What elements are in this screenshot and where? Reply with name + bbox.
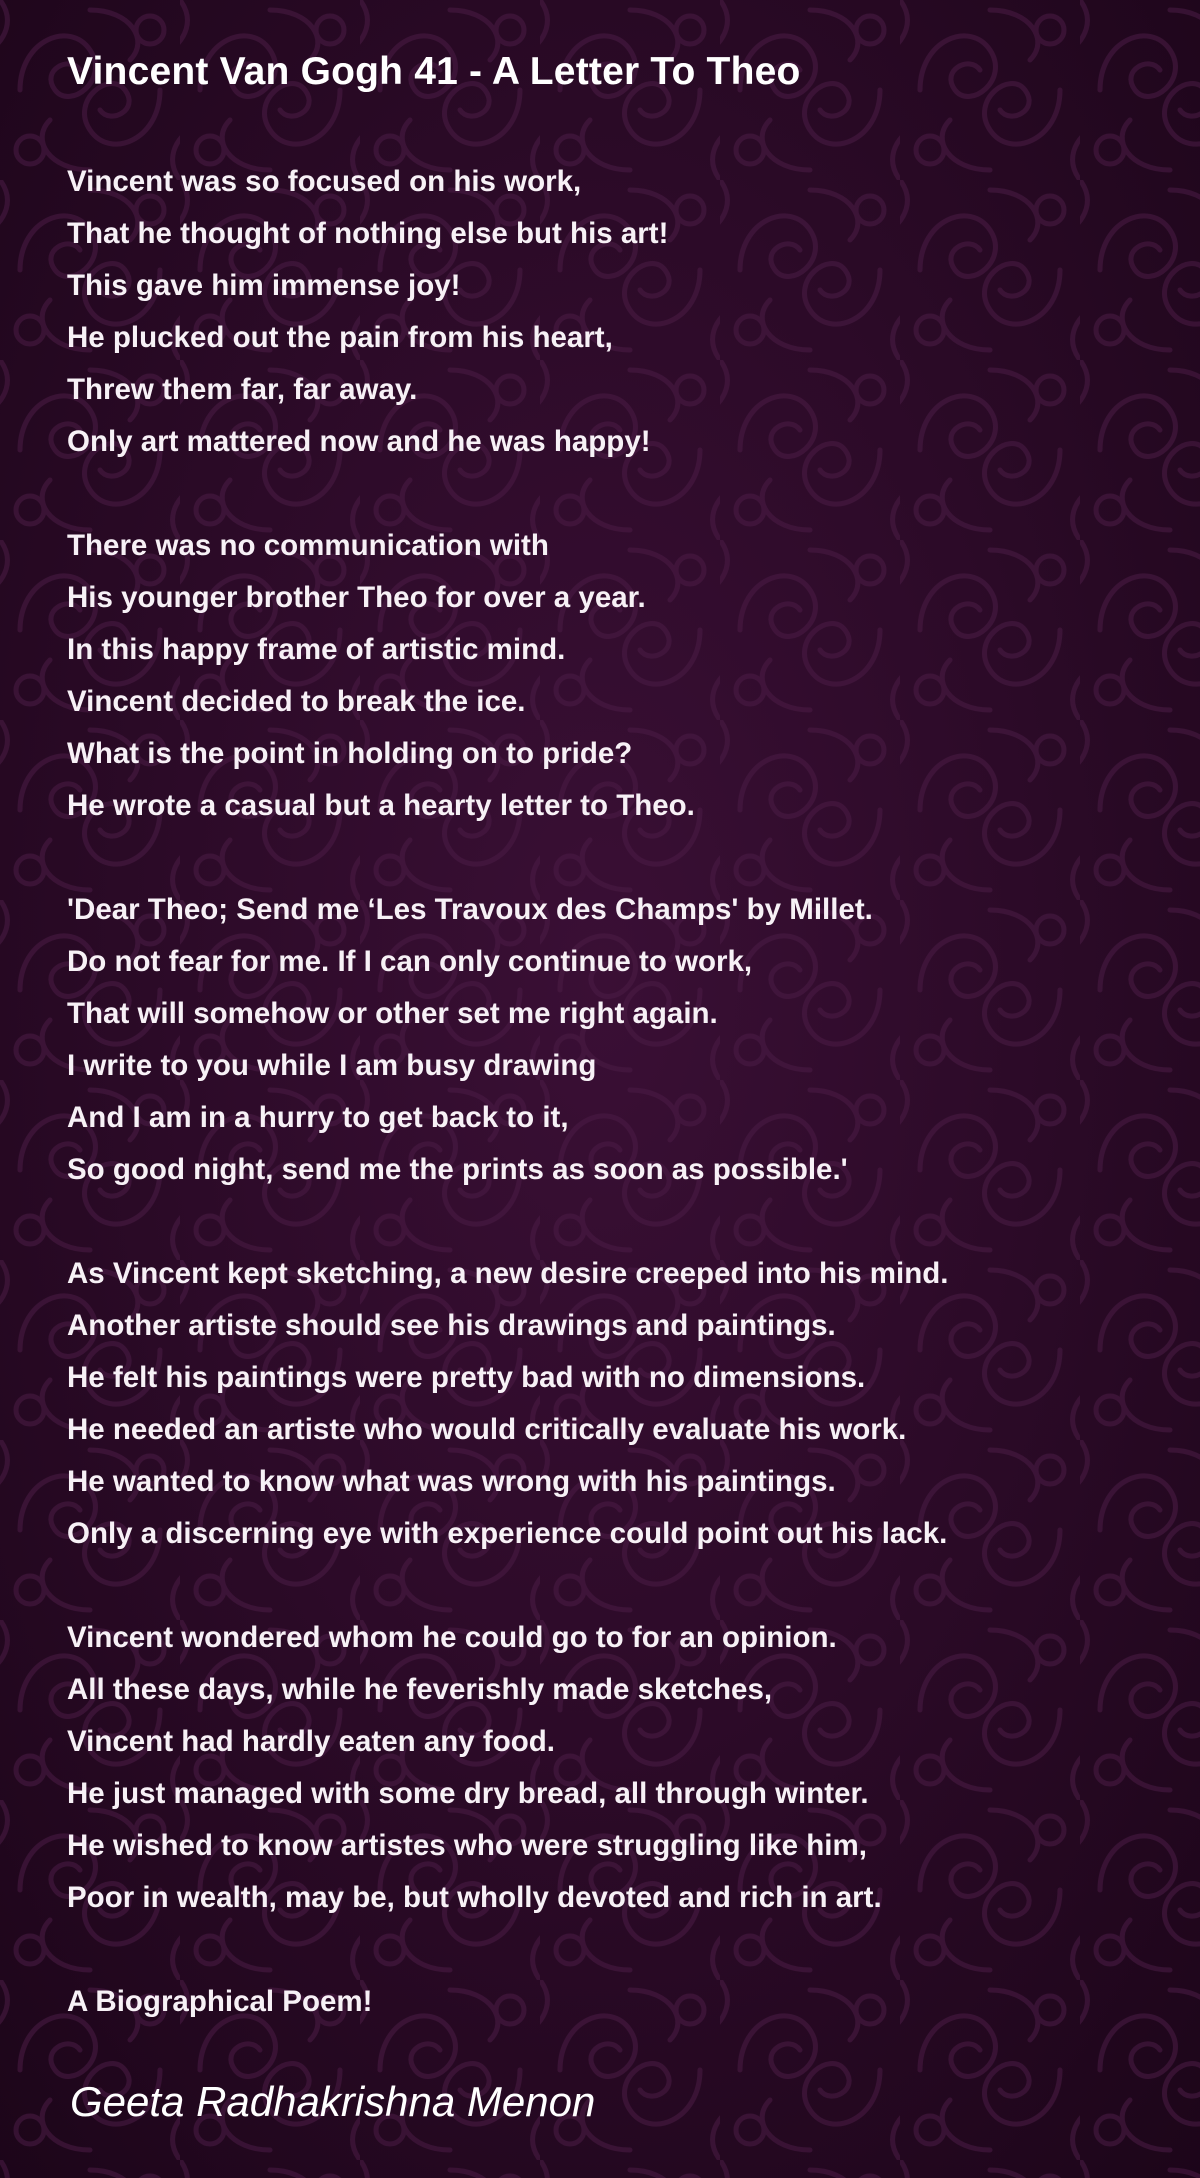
poem-line: He wished to know artistes who were struggling like him, (67, 1829, 867, 1862)
poem-line: Only a discerning eye with experience could point out his lack. (67, 1517, 948, 1550)
poem-line: Vincent was so focused on his work, (67, 165, 582, 198)
poem-line: A Biographical Poem! (67, 1985, 373, 2018)
poem-line: And I am in a hurry to get back to it, (67, 1101, 569, 1134)
stanza-5 (67, 1612, 1167, 1924)
poem-line: All these days, while he feverishly made sketches, (67, 1673, 773, 1706)
poem-line: In this happy frame of artistic mind. (67, 633, 566, 666)
poem-line: He just managed with some dry bread, all through winter. (67, 1777, 869, 1810)
stanza-1 (67, 156, 1167, 468)
poem-line: Another artiste should see his drawings and paintings. (67, 1309, 836, 1342)
poem-line: There was no communication with (67, 529, 549, 562)
poem-line: Do not fear for me. If I can only continue to work, (67, 945, 753, 978)
stanza-6 (67, 1976, 1167, 2028)
poem-line: Vincent decided to break the ice. (67, 685, 526, 718)
stanza-4 (67, 1248, 1167, 1560)
poem-line: Threw them far, far away. (67, 373, 418, 406)
poem-body (67, 156, 1167, 2080)
poem-line: He plucked out the pain from his heart, (67, 321, 613, 354)
poem-line: He needed an artiste who would critically evaluate his work. (67, 1413, 907, 1446)
poem-line: Only art mattered now and he was happy! (67, 425, 651, 458)
poem-line: He wanted to know what was wrong with his paintings. (67, 1465, 836, 1498)
poem-title: Vincent Van Gogh 41 - A Letter To Theo (67, 50, 801, 93)
poem-line: What is the point in holding on to pride? (67, 737, 633, 770)
poem-line: I write to you while I am busy drawing (67, 1049, 597, 1082)
poem-line: 'Dear Theo; Send me ‘Les Travoux des Champs' by Millet. (67, 893, 873, 926)
poem-author: Geeta Radhakrishna Menon (70, 2078, 596, 2125)
poem-line: So good night, send me the prints as soon as possible.' (67, 1153, 848, 1186)
stanza-3 (67, 884, 1167, 1196)
poem-line: This gave him immense joy! (67, 269, 461, 302)
poem-line: Vincent had hardly eaten any food. (67, 1725, 555, 1758)
poem-line: He felt his paintings were pretty bad with no dimensions. (67, 1361, 866, 1394)
poem-line: Vincent wondered whom he could go to for an opinion. (67, 1621, 837, 1654)
poem-line: That he thought of nothing else but his art! (67, 217, 669, 250)
poem-line: That will somehow or other set me right again. (67, 997, 718, 1030)
poem-line: He wrote a casual but a hearty letter to Theo. (67, 789, 695, 822)
poem-line: Poor in wealth, may be, but wholly devoted and rich in art. (67, 1881, 882, 1914)
poem-line: As Vincent kept sketching, a new desire creeped into his mind. (67, 1257, 949, 1290)
stanza-2 (67, 520, 1167, 832)
poem-line: His younger brother Theo for over a year. (67, 581, 646, 614)
